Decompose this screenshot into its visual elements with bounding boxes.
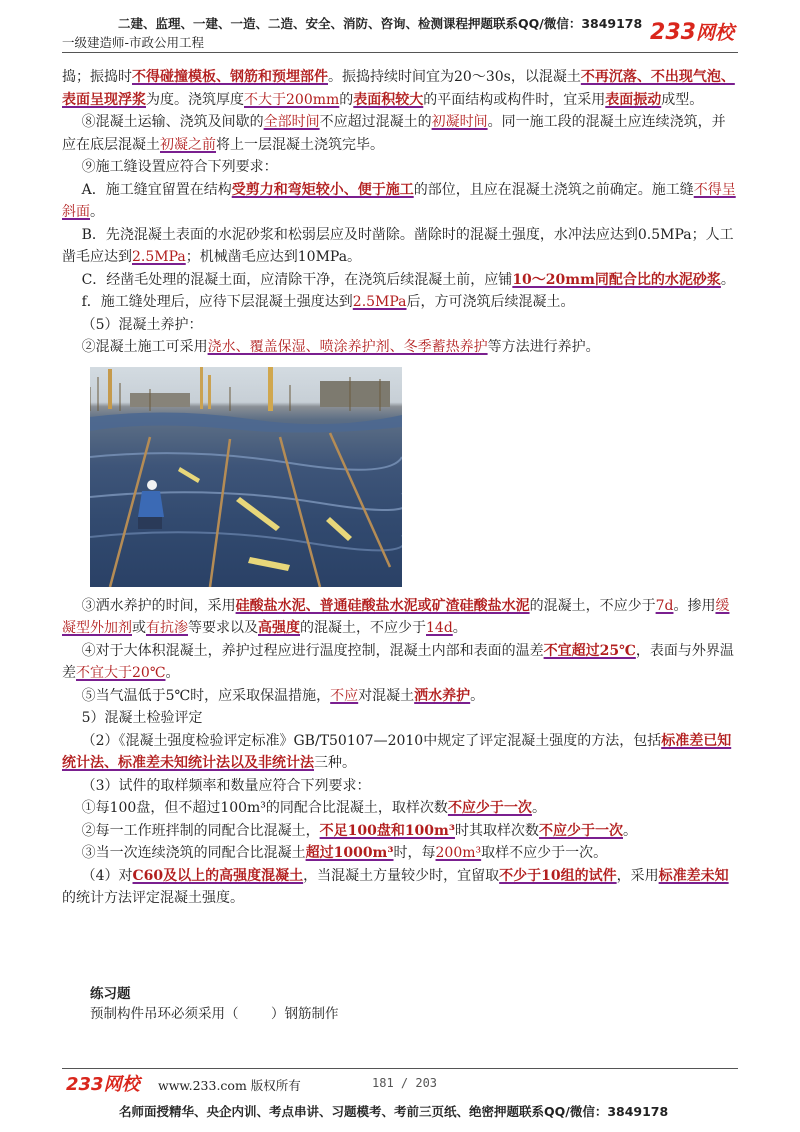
footer-divider [62, 1068, 738, 1069]
text-run: ③洒水养护的时间，采用 [81, 597, 236, 614]
exercise-question: 预制构件吊环必须采用（ ）钢筋制作 [90, 1006, 339, 1022]
paragraph [62, 269, 738, 292]
paragraph [62, 179, 738, 224]
highlighted-keyword: 10～20mm同配合比的水泥砂浆 [512, 271, 721, 288]
highlighted-keyword: 缓凝型外加剂 [62, 597, 730, 636]
text-run: 时其取样次数 [455, 822, 539, 839]
text-run: 将上一层混凝土浇筑完毕。 [216, 136, 384, 153]
text-run: （4）对 [81, 867, 133, 884]
highlighted-keyword: 硅酸盐水泥、普通硅酸盐水泥或矿渣硅酸盐水泥 [235, 597, 530, 614]
paragraph [62, 640, 738, 685]
document-body [62, 66, 738, 910]
paragraph [62, 685, 738, 708]
paragraph: （5）混凝土养护： [81, 316, 203, 333]
text-run: 时，每 [393, 845, 436, 861]
highlighted-keyword: 全部时间 [263, 114, 320, 130]
text-run: 的平面结构或构件时，宜采用 [423, 91, 606, 108]
text-run: 的 [339, 91, 354, 108]
footer-contact-line: 名师面授精华、央企内训、考点串讲、习题模考、考前三页纸、绝密押题联系QQ/微信：3849178 [119, 1104, 669, 1119]
header-contact-line: 二建、监理、一建、一造、二造、安全、消防、咨询、检测课程押题联系QQ/微信：3849178 [118, 16, 643, 31]
highlighted-keyword: 14d [426, 620, 453, 636]
exercise-title: 练习题 [90, 986, 131, 1002]
paragraph: ⑨施工缝设置应符合下列要求： [81, 159, 278, 175]
text-run: 成型。 [661, 91, 704, 108]
text-run: ①每100盘，但不超过100m³的同配合比混凝土，取样次数 [81, 800, 448, 816]
text-run: ②每一工作班拌制的同配合比混凝土， [81, 822, 320, 839]
highlighted-keyword: 受剪力和弯矩较小、便于施工 [231, 181, 414, 198]
highlighted-keyword: 初凝之前 [160, 136, 216, 153]
footer-copyright[interactable]: www.233.com 版权所有 [158, 1078, 301, 1093]
highlighted-keyword: 不应少于一次 [447, 800, 532, 816]
paragraph [62, 111, 738, 156]
paragraph [62, 730, 738, 775]
text-run: 。 [90, 204, 104, 220]
text-run: 不应超过混凝土的 [319, 114, 432, 130]
text-run: 的混凝土，不应少于 [529, 597, 656, 614]
text-run: B．先浇混凝土表面的水泥砂浆和松弱层应及时凿除。凿除时的混凝土强度，水冲法应达到0.5MPa；人工凿毛应达到 [62, 226, 734, 265]
text-run: （2）《混凝土强度检验评定标准》GB/T50107—2010中规定了评定混凝土强度的方法，包括 [81, 732, 662, 749]
highlighted-keyword: 不再沉落、不出现气泡、表面呈现浮浆 [62, 69, 735, 108]
text-run: ②混凝土施工可采用 [81, 339, 208, 355]
highlighted-keyword: 浇水、覆盖保湿、喷涂养护剂、冬季蓄热养护 [207, 339, 488, 355]
highlighted-keyword: 不得碰撞模板、钢筋和预埋部件 [132, 69, 328, 85]
header-subject: 一级建造师-市政公用工程 [62, 35, 205, 50]
text-run: 。 [470, 687, 485, 704]
text-run: 后，方可浇筑后续混凝土。 [406, 294, 575, 310]
paragraph [62, 336, 738, 359]
text-run: 。 [452, 620, 467, 636]
highlighted-keyword: 不宜超过25℃ [543, 642, 636, 659]
text-run: ；机械凿毛应达到10MPa。 [185, 249, 362, 265]
footer-logo[interactable]: 233网校 [66, 1074, 140, 1095]
text-run: 。 [623, 822, 637, 839]
text-run: 三种。 [314, 755, 356, 771]
highlighted-keyword: 高强度 [258, 620, 300, 636]
text-run: ，表面与外界温差 [62, 642, 734, 681]
highlighted-keyword: 不得呈斜面 [62, 181, 736, 220]
highlighted-keyword: 不宜大于20℃ [76, 665, 166, 681]
highlighted-keyword: 不应少于一次 [539, 822, 623, 839]
paragraph [62, 865, 738, 910]
paragraph: 5）混凝土检验评定 [81, 710, 203, 726]
paragraph [62, 595, 738, 640]
text-run: 的部位，且应在混凝土浇筑之前确定。施工缝 [413, 181, 694, 198]
photo-illustration [90, 367, 402, 587]
text-run: 等要求以及 [188, 620, 258, 636]
highlighted-keyword: 表面振动 [605, 91, 662, 108]
paragraph [62, 797, 738, 820]
highlighted-keyword: 不大于200mm [244, 91, 340, 108]
highlighted-keyword: 不应 [330, 687, 359, 704]
text-run: 。掺用 [673, 597, 716, 614]
paragraph [62, 66, 738, 111]
highlighted-keyword: 2.5MPa [352, 294, 407, 310]
text-run: ⑧混凝土运输、浇筑及间歇的 [81, 114, 264, 130]
highlighted-keyword: C60及以上的高强度混凝土 [132, 867, 304, 884]
paragraph [62, 224, 738, 269]
page-number: 181 / 203 [372, 1076, 438, 1090]
text-run: ④对于大体积混凝土，养护过程应进行温度控制，混凝土内部和表面的温差 [81, 642, 544, 659]
paragraph [62, 842, 738, 865]
text-run: f．施工缝处理后，应待下层混凝土强度达到 [81, 294, 353, 310]
text-run: 或 [132, 620, 146, 636]
highlighted-keyword: 超过1000m³ [305, 845, 394, 861]
highlighted-keyword: 表面积较大 [353, 91, 424, 108]
text-run: A．施工缝宜留置在结构 [81, 181, 232, 198]
text-run: 捣；振捣时 [62, 69, 132, 85]
text-run: 。 [531, 800, 546, 816]
highlighted-keyword: 洒水养护 [414, 687, 471, 704]
highlighted-keyword: 200m³ [435, 845, 482, 861]
text-run: 。同一施工段的混凝土应连续浇筑，并应在底层混凝土 [62, 114, 726, 153]
construction-site-photo [90, 367, 402, 587]
text-run: 的统计方法评定混凝土强度。 [62, 890, 244, 906]
highlighted-keyword: 初凝时间 [431, 114, 488, 130]
text-run: 为度。浇筑厚度 [146, 91, 244, 108]
highlighted-keyword: 有抗渗 [146, 620, 188, 636]
highlighted-keyword: 标准差已知统计法、标准差未知统计法以及非统计法 [62, 732, 732, 771]
text-run: C．经凿毛处理的混凝土面，应清除干净，在浇筑后续混凝土前，应铺 [81, 271, 513, 288]
text-run: 等方法进行养护。 [487, 339, 600, 355]
paragraph: （3）试件的取样频率和数量应符合下列要求： [81, 777, 371, 794]
text-run: 的混凝土，不应少于 [300, 620, 426, 636]
text-run: 。 [165, 665, 180, 681]
highlighted-keyword: 标准差未知 [658, 867, 729, 884]
text-run: 对混凝土 [358, 687, 415, 704]
paragraph [62, 291, 738, 314]
header-divider [62, 52, 738, 53]
highlighted-keyword: 7d [655, 597, 674, 614]
text-run: ，采用 [616, 867, 659, 884]
text-run: 。振捣持续时间宜为20～30s，以混凝土 [328, 69, 581, 85]
text-run: 。 [720, 271, 735, 288]
paragraph [62, 820, 738, 843]
highlighted-keyword: 不少于10组的试件 [499, 867, 617, 884]
text-run: 取样不应少于一次。 [481, 845, 608, 861]
highlighted-keyword: 2.5MPa [132, 249, 186, 265]
text-run: ③当一次连续浇筑的同配合比混凝土 [81, 845, 306, 861]
text-run: ，当混凝土方量较少时，宜留取 [303, 867, 500, 884]
brand-logo[interactable]: 233网校 [650, 20, 734, 45]
text-run: ⑤当气温低于5℃时，应采取保温措施， [81, 687, 331, 704]
highlighted-keyword: 不足100盘和100m³ [319, 822, 455, 839]
